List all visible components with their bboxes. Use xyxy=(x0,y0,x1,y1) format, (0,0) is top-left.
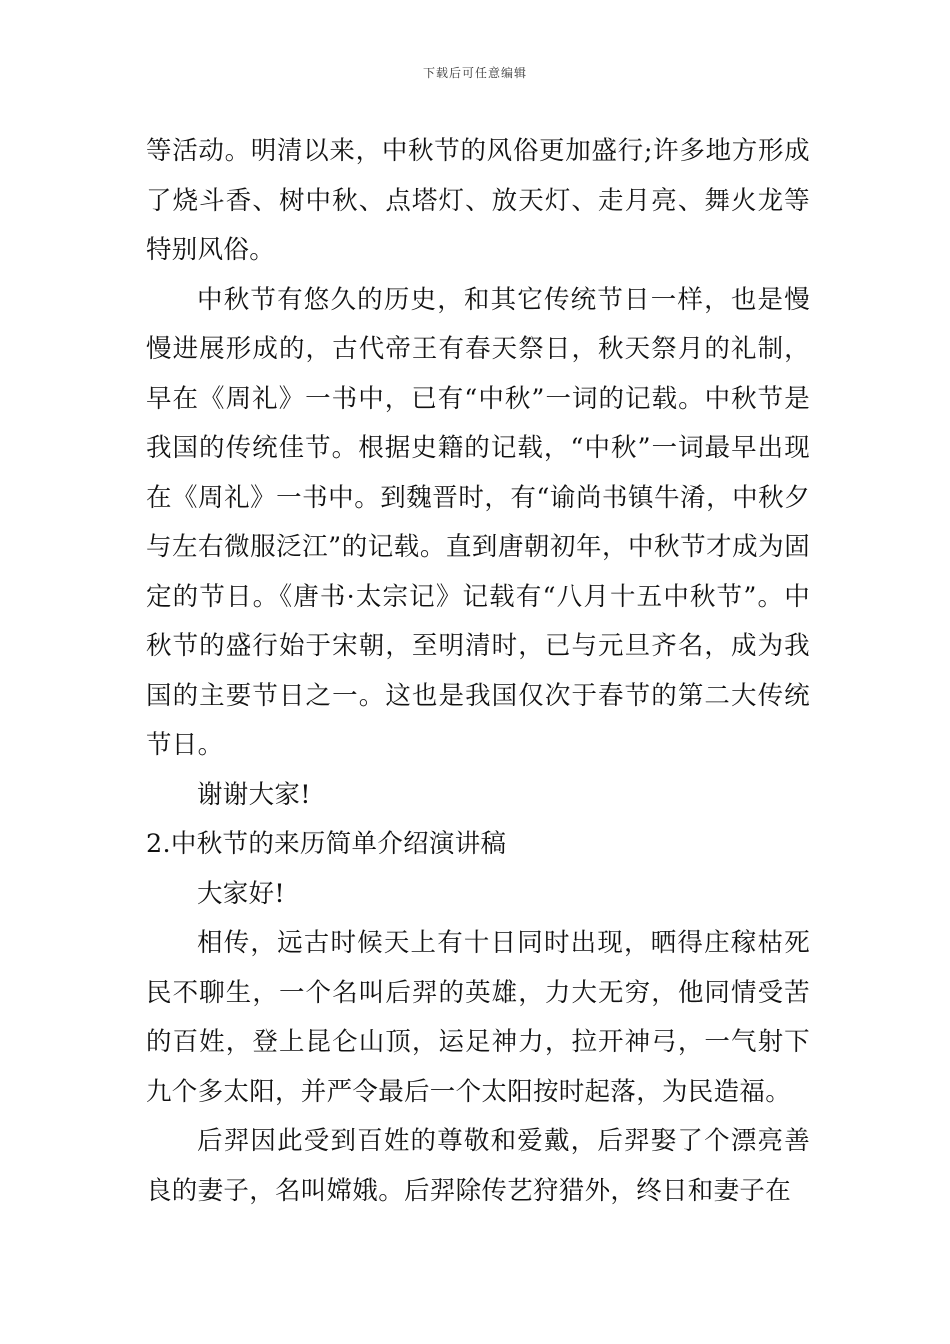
document-body xyxy=(146,127,810,1216)
paragraph-festival-history: 中秋节有悠久的历史，和其它传统节日一样，也是慢慢进展形成的，古代帝王有春天祭日，秋天祭月的礼制，早在《周礼》一书中，已有“中秋”一词的记载。中秋节是我国的传统佳节。根据史籍的记载，“中秋”一词最早出现在《周礼》一书中。到魏晋时，有“谕尚书镇牛淆，中秋夕与左右微服泛江”的记载。直到唐朝初年，中秋节才成为固定的节日。《唐书·太宗记》记载有“八月十五中秋节”。中秋节的盛行始于宋朝，至明清时，已与元旦齐名，成为我国的主要节日之一。这也是我国仅次于春节的第二大传统节日。 xyxy=(146,284,810,760)
paragraph-houyi-change: 后羿因此受到百姓的尊敬和爱戴，后羿娶了个漂亮善良的妻子，名叫嫦娥。后羿除传艺狩猎外，终日和妻子在 xyxy=(146,1126,810,1206)
section-heading: 2.中秋节的来历简单介绍演讲稿 xyxy=(146,829,507,859)
paragraph-houyi-legend: 相传，远古时候天上有十日同时出现，晒得庄稼枯死民不聊生，一个名叫后羿的英雄，力大无穷，他同情受苦的百姓，登上昆仑山顶，运足神力，拉开神弓，一气射下九个多太阳，并严令最后一个太阳按时起落，为民造福。 xyxy=(146,928,810,1107)
paragraph-greeting: 大家好! xyxy=(197,878,285,909)
page-header: 下载后可任意编辑 xyxy=(422,66,527,80)
paragraph-festival-customs: 等活动。明清以来，中秋节的风俗更加盛行;许多地方形成了烧斗香、树中秋、点塔灯、放天灯、走月亮、舞火龙等特别风俗。 xyxy=(146,136,810,265)
paragraph-thanks: 谢谢大家! xyxy=(197,779,311,810)
